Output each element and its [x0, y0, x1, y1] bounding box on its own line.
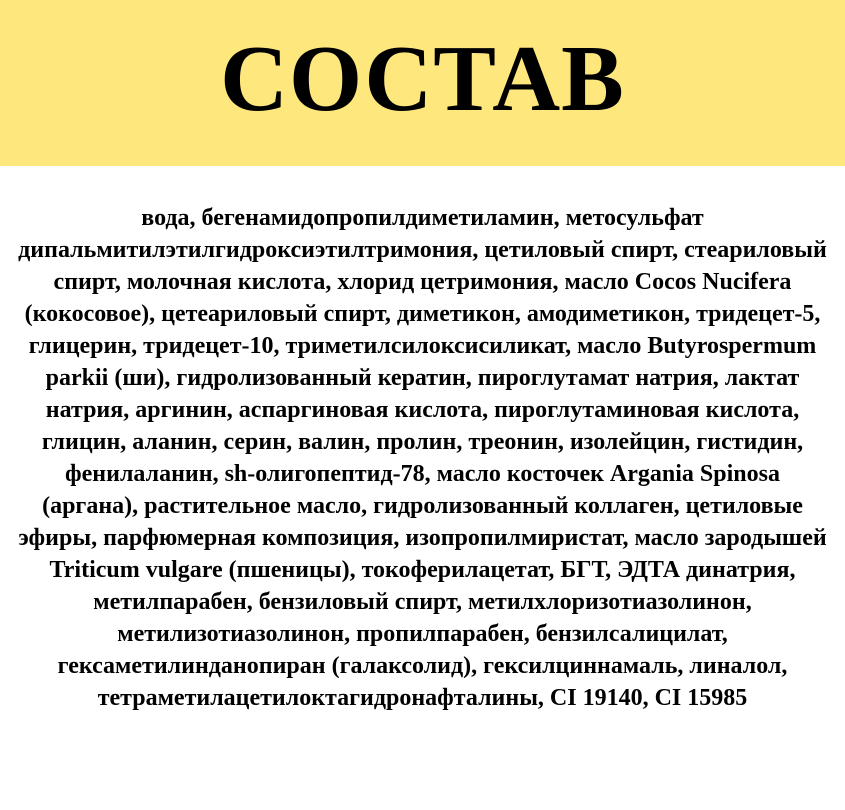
ingredients-list: вода, бегенамидопропилдиметиламин, метосульфат дипальмитилэтилгидроксиэтилтримония, цетиловый спирт, стеариловый спирт, молочная кислота, хлорид цетримония, масло Cocos Nucifera (кокосовое), цетеариловый спирт, диметикон, амодиметикон, тридецет-5, глицерин, тридецет-10, триметилсилоксисиликат, масло Butyrospermum parkii (ши), гидролизованный кератин, пироглутамат натрия, лактат натрия, аргинин, аспаргиновая кислота, пироглутаминовая кислота, глицин, аланин, серин, валин, пролин, треонин, изолейцин, гистидин, фенилаланин, sh-олигопептид-78, масло косточек Argania Spinosa (аргана), растительное масло, гидролизованный коллаген, цетиловые эфиры, парфюмерная композиция, изопропилмиристат, масло зародышей Triticum vulgare (пшеницы), токоферилацетат, БГТ, ЭДТА динатрия, метилпарабен, бензиловый спирт, метилхлоризотиазолинон, метилизотиазолинон, пропилпарабен, бензилсалицилат, гексаметилинданопиран (галаксолид), гексилциннамаль, линалол, тетраметилацетилоктагидронафталины, CI 19140, CI 15985	[18, 205, 827, 711]
title-banner	[0, 0, 845, 166]
page-title: СОСТАВ	[220, 27, 625, 131]
